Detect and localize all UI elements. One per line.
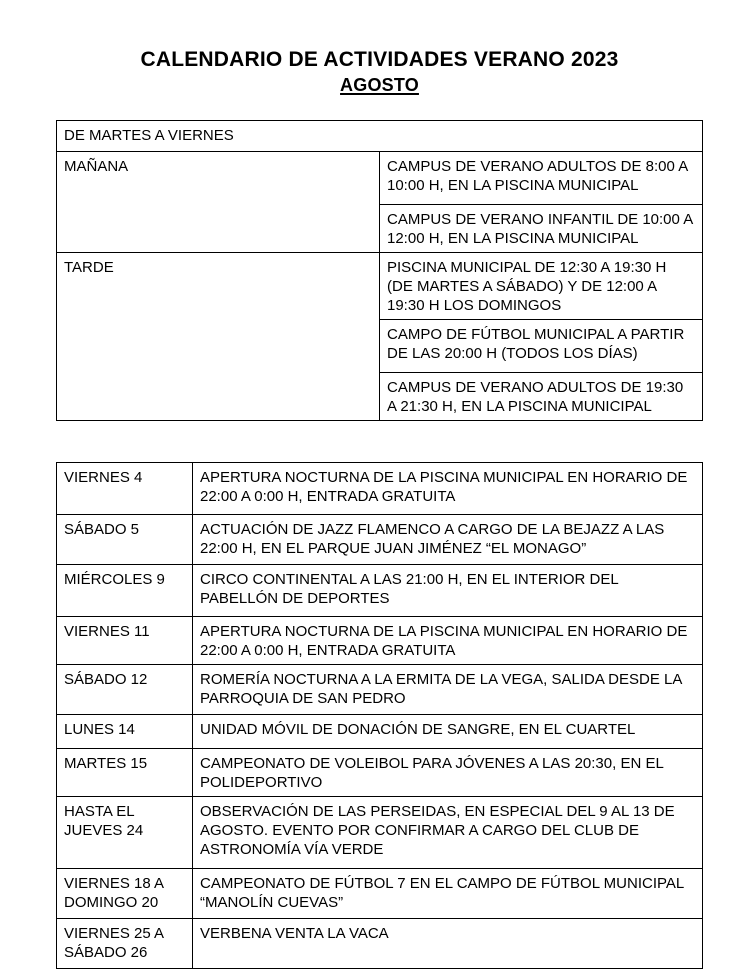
period-cell-manana: MAÑANA — [57, 152, 380, 253]
event-date-cell: SÁBADO 12 — [57, 665, 193, 715]
table-row — [57, 919, 703, 969]
table-row — [57, 617, 703, 665]
table-row — [57, 253, 703, 320]
page-subtitle: AGOSTO — [340, 75, 419, 95]
table-row — [57, 515, 703, 565]
event-date-cell: LUNES 14 — [57, 715, 193, 749]
event-activity-cell: VERBENA VENTA LA VACA — [193, 919, 703, 969]
table-row — [57, 565, 703, 617]
event-activity-cell: CAMPEONATO DE VOLEIBOL PARA JÓVENES A LAS 20:30, EN EL POLIDEPORTIVO — [193, 749, 703, 797]
period-cell-tarde: TARDE — [57, 253, 380, 421]
event-activity-cell: APERTURA NOCTURNA DE LA PISCINA MUNICIPAL EN HORARIO DE 22:00 A 0:00 H, ENTRADA GRATUITA — [193, 617, 703, 665]
events-table — [56, 462, 703, 969]
document-content — [56, 0, 703, 969]
event-date-cell: VIERNES 18 A DOMINGO 20 — [57, 869, 193, 919]
event-activity-cell: ACTUACIÓN DE JAZZ FLAMENCO A CARGO DE LA BEJAZZ A LAS 22:00 H, EN EL PARQUE JUAN JIMÉNEZ “EL MONAGO” — [193, 515, 703, 565]
table-row — [57, 463, 703, 515]
event-activity-cell: CAMPEONATO DE FÚTBOL 7 EN EL CAMPO DE FÚTBOL MUNICIPAL “MANOLÍN CUEVAS” — [193, 869, 703, 919]
table-row — [57, 797, 703, 869]
weekly-table-header-cell: DE MARTES A VIERNES — [57, 121, 703, 152]
event-activity-cell: APERTURA NOCTURNA DE LA PISCINA MUNICIPAL EN HORARIO DE 22:00 A 0:00 H, ENTRADA GRATUITA — [193, 463, 703, 515]
event-date-cell: MIÉRCOLES 9 — [57, 565, 193, 617]
table-row — [57, 121, 703, 152]
activity-cell: CAMPUS DE VERANO ADULTOS DE 19:30 A 21:30 H, EN LA PISCINA MUNICIPAL — [380, 373, 703, 421]
event-activity-cell: ROMERÍA NOCTURNA A LA ERMITA DE LA VEGA, SALIDA DESDE LA PARROQUIA DE SAN PEDRO — [193, 665, 703, 715]
activity-cell: CAMPUS DE VERANO INFANTIL DE 10:00 A 12:00 H, EN LA PISCINA MUNICIPAL — [380, 205, 703, 253]
event-activity-cell: OBSERVACIÓN DE LAS PERSEIDAS, EN ESPECIAL DEL 9 AL 13 DE AGOSTO. EVENTO POR CONFIRMAR A CARGO DEL CLUB DE ASTRONOMÍA VÍA VERDE — [193, 797, 703, 869]
event-date-cell: VIERNES 11 — [57, 617, 193, 665]
event-activity-cell: UNIDAD MÓVIL DE DONACIÓN DE SANGRE, EN EL CUARTEL — [193, 715, 703, 749]
activity-cell: CAMPO DE FÚTBOL MUNICIPAL A PARTIR DE LAS 20:00 H (TODOS LOS DÍAS) — [380, 320, 703, 373]
weekly-schedule-table — [56, 120, 703, 421]
activity-cell: PISCINA MUNICIPAL DE 12:30 A 19:30 H (DE MARTES A SÁBADO) Y DE 12:00 A 19:30 H LOS DOMINGOS — [380, 253, 703, 320]
activity-cell: CAMPUS DE VERANO ADULTOS DE 8:00 A 10:00 H, EN LA PISCINA MUNICIPAL — [380, 152, 703, 205]
event-activity-cell: CIRCO CONTINENTAL A LAS 21:00 H, EN EL INTERIOR DEL PABELLÓN DE DEPORTES — [193, 565, 703, 617]
event-date-cell: VIERNES 4 — [57, 463, 193, 515]
table-row — [57, 715, 703, 749]
event-date-cell: HASTA EL JUEVES 24 — [57, 797, 193, 869]
event-date-cell: MARTES 15 — [57, 749, 193, 797]
table-row — [57, 869, 703, 919]
page-title: CALENDARIO DE ACTIVIDADES VERANO 2023 — [140, 48, 619, 71]
event-date-cell: VIERNES 25 A SÁBADO 26 — [57, 919, 193, 969]
table-row — [57, 152, 703, 205]
table-row — [57, 749, 703, 797]
table-row — [57, 665, 703, 715]
event-date-cell: SÁBADO 5 — [57, 515, 193, 565]
